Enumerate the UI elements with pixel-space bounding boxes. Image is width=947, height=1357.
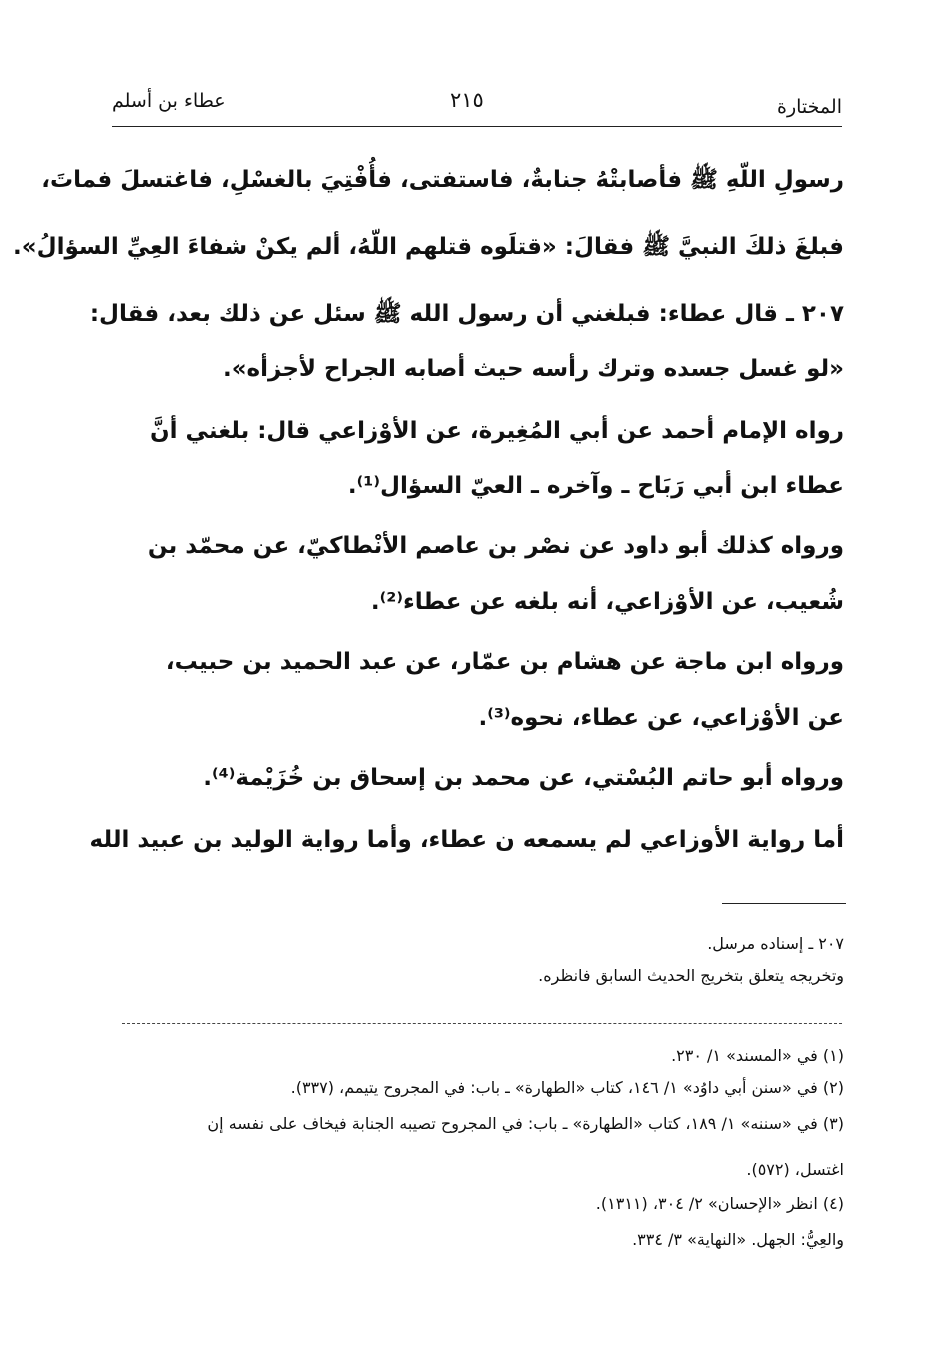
notes-separator: [722, 903, 846, 904]
body-line: عن الأوْزاعي، عن عطاء، نحوه⁽³⁾.: [478, 705, 844, 731]
body-line: ورواه ابن ماجة عن هشام بن عمّار، عن عبد الحميد بن حبيب،: [165, 649, 844, 675]
body-line: ورواه أبو حاتم البُسْتي، عن محمد بن إسحاق بن خُزَيْمة⁽⁴⁾.: [203, 765, 844, 791]
running-header: [112, 82, 842, 127]
body-line: ٢٠٧ ـ قال عطاء: فبلغني أن رسول الله ﷺ سئل عن ذلك بعد، فقال:: [89, 301, 844, 327]
footnotes-separator: [122, 1023, 842, 1024]
body-line: أما رواية الأوزاعي لم يسمعه ن عطاء، وأما رواية الوليد بن عبيد الله: [89, 827, 844, 853]
body-line: رسولِ اللّهِ ﷺ فأصابتْهُ جنابةٌ، فاستفتى، فأُفْتِيَ بالغسْلِ، فاغتسلَ فماتَ،: [41, 167, 844, 193]
footnote: (٣) في «سننه» ١/ ١٨٩، كتاب «الطهارة» ـ باب: في المجروح تصيبه الجنابة فيخاف على نفسه إن: [207, 1114, 844, 1133]
footnote: (١) في «المسند» ١/ ٢٣٠.: [671, 1046, 844, 1065]
body-line: رواه الإمام أحمد عن أبي المُغِيرة، عن الأوْزاعي قال: بلغني أنَّ: [150, 418, 844, 444]
body-line: عطاء ابن أبي رَبَاح ـ وآخره ـ العيّ السؤال⁽¹⁾.: [347, 473, 844, 499]
body-line: «لو غسل جسده وترك رأسه حيث أصابه الجراح لأجزأه».: [222, 356, 844, 382]
editor-note: وتخريجه يتعلق بتخريج الحديث السابق فانظره.: [538, 966, 844, 985]
book-title: المختارة: [777, 96, 842, 118]
footnote: والعِيُّ: الجهل. «النهاية» ٣/ ٣٣٤.: [632, 1230, 844, 1249]
footnote: (٤) انظر «الإحسان» ٢/ ٣٠٤، (١٣١١).: [595, 1194, 844, 1213]
page-number: ٢١٥: [450, 88, 484, 112]
body-line: فبلغَ ذلكَ النبيَّ ﷺ فقالَ: «قتلَوه قتلهم اللّهُ، ألم يكنْ شفاءَ العِيِّ السؤالُ».: [13, 234, 844, 260]
footnote: (٢) في «سنن أبي داوُد» ١/ ١٤٦، كتاب «الطهارة» ـ باب: في المجروح يتيمم، (٣٣٧).: [290, 1078, 844, 1097]
chapter-title: عطاء بن أسلم: [112, 90, 226, 112]
footnote: اغتسل، (٥٧٢).: [746, 1160, 844, 1179]
body-line: شُعيب، عن الأوْزاعي، أنه بلغه عن عطاء⁽²⁾.: [370, 589, 844, 615]
body-line: ورواه كذلك أبو داود عن نصْر بن عاصم الأنْطاكيّ، عن محمّد بن: [147, 533, 844, 559]
editor-note: ٢٠٧ ـ إسناده مرسل.: [707, 934, 844, 953]
